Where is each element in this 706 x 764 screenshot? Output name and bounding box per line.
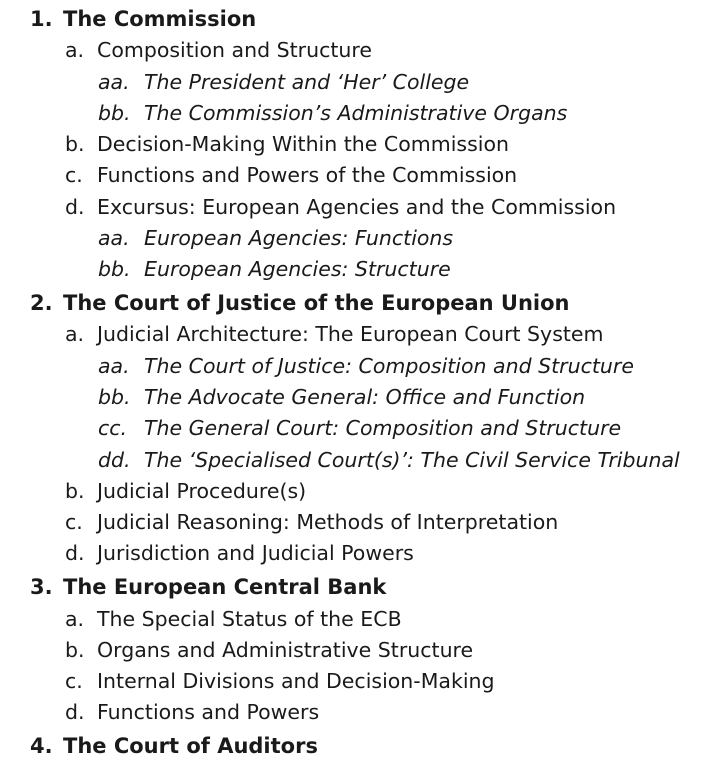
item-title: The Advocate General: Office and Function	[144, 385, 586, 409]
item-title: The President and ‘Her’ College	[144, 70, 470, 94]
subsection-letter: c.	[65, 669, 83, 693]
subsection-letter: d.	[65, 700, 85, 724]
subsection-letter: b.	[65, 132, 85, 156]
section-number: 4.	[30, 734, 53, 758]
item-title: European Agencies: Structure	[144, 257, 451, 281]
section-number: 1.	[30, 7, 53, 31]
item-title: The General Court: Composition and Structure	[144, 416, 622, 440]
subsection-letter: b.	[65, 479, 85, 503]
subsection-title: Excursus: European Agencies and the Commission	[97, 195, 617, 219]
item-letter: aa.	[98, 226, 130, 250]
subsection-title: Judicial Procedure(s)	[97, 479, 307, 503]
subsection-letter: d.	[65, 195, 85, 219]
subsection-title: Judicial Architecture: The European Court System	[97, 322, 604, 346]
subsection-letter: a.	[65, 322, 85, 346]
item-title: European Agencies: Functions	[144, 226, 454, 250]
item-title: The Court of Justice: Composition and Structure	[144, 354, 634, 378]
subsection-title: The Special Status of the ECB	[97, 607, 402, 631]
subsection-letter: b.	[65, 638, 85, 662]
item-letter: cc.	[98, 416, 128, 440]
item-letter: aa.	[98, 354, 130, 378]
subsection-title: Decision-Making Within the Commission	[97, 132, 510, 156]
section-title: The Court of Auditors	[63, 734, 318, 758]
subsection-title: Jurisdiction and Judicial Powers	[97, 541, 414, 565]
subsection-letter: c.	[65, 510, 83, 534]
subsection-letter: c.	[65, 163, 83, 187]
section-number: 3.	[30, 575, 53, 599]
section-title: The Commission	[63, 7, 257, 31]
subsection-letter: a.	[65, 607, 85, 631]
subsection-title: Composition and Structure	[97, 38, 372, 62]
item-letter: bb.	[98, 101, 131, 125]
item-title: The Commission’s Administrative Organs	[144, 101, 568, 125]
item-letter: dd.	[98, 448, 131, 472]
section-title: The European Central Bank	[63, 575, 387, 599]
item-letter: bb.	[98, 257, 131, 281]
section-title: The Court of Justice of the European Union	[63, 291, 570, 315]
subsection-title: Functions and Powers	[97, 700, 320, 724]
subsection-letter: d.	[65, 541, 85, 565]
item-title: The ‘Specialised Court(s)’: The Civil Service Tribunal	[144, 448, 680, 472]
subsection-title: Internal Divisions and Decision-Making	[97, 669, 495, 693]
subsection-letter: a.	[65, 38, 85, 62]
subsection-title: Organs and Administrative Structure	[97, 638, 474, 662]
subsection-title: Judicial Reasoning: Methods of Interpretation	[97, 510, 559, 534]
item-letter: bb.	[98, 385, 131, 409]
subsection-title: Functions and Powers of the Commission	[97, 163, 518, 187]
section-number: 2.	[30, 291, 53, 315]
item-letter: aa.	[98, 70, 130, 94]
